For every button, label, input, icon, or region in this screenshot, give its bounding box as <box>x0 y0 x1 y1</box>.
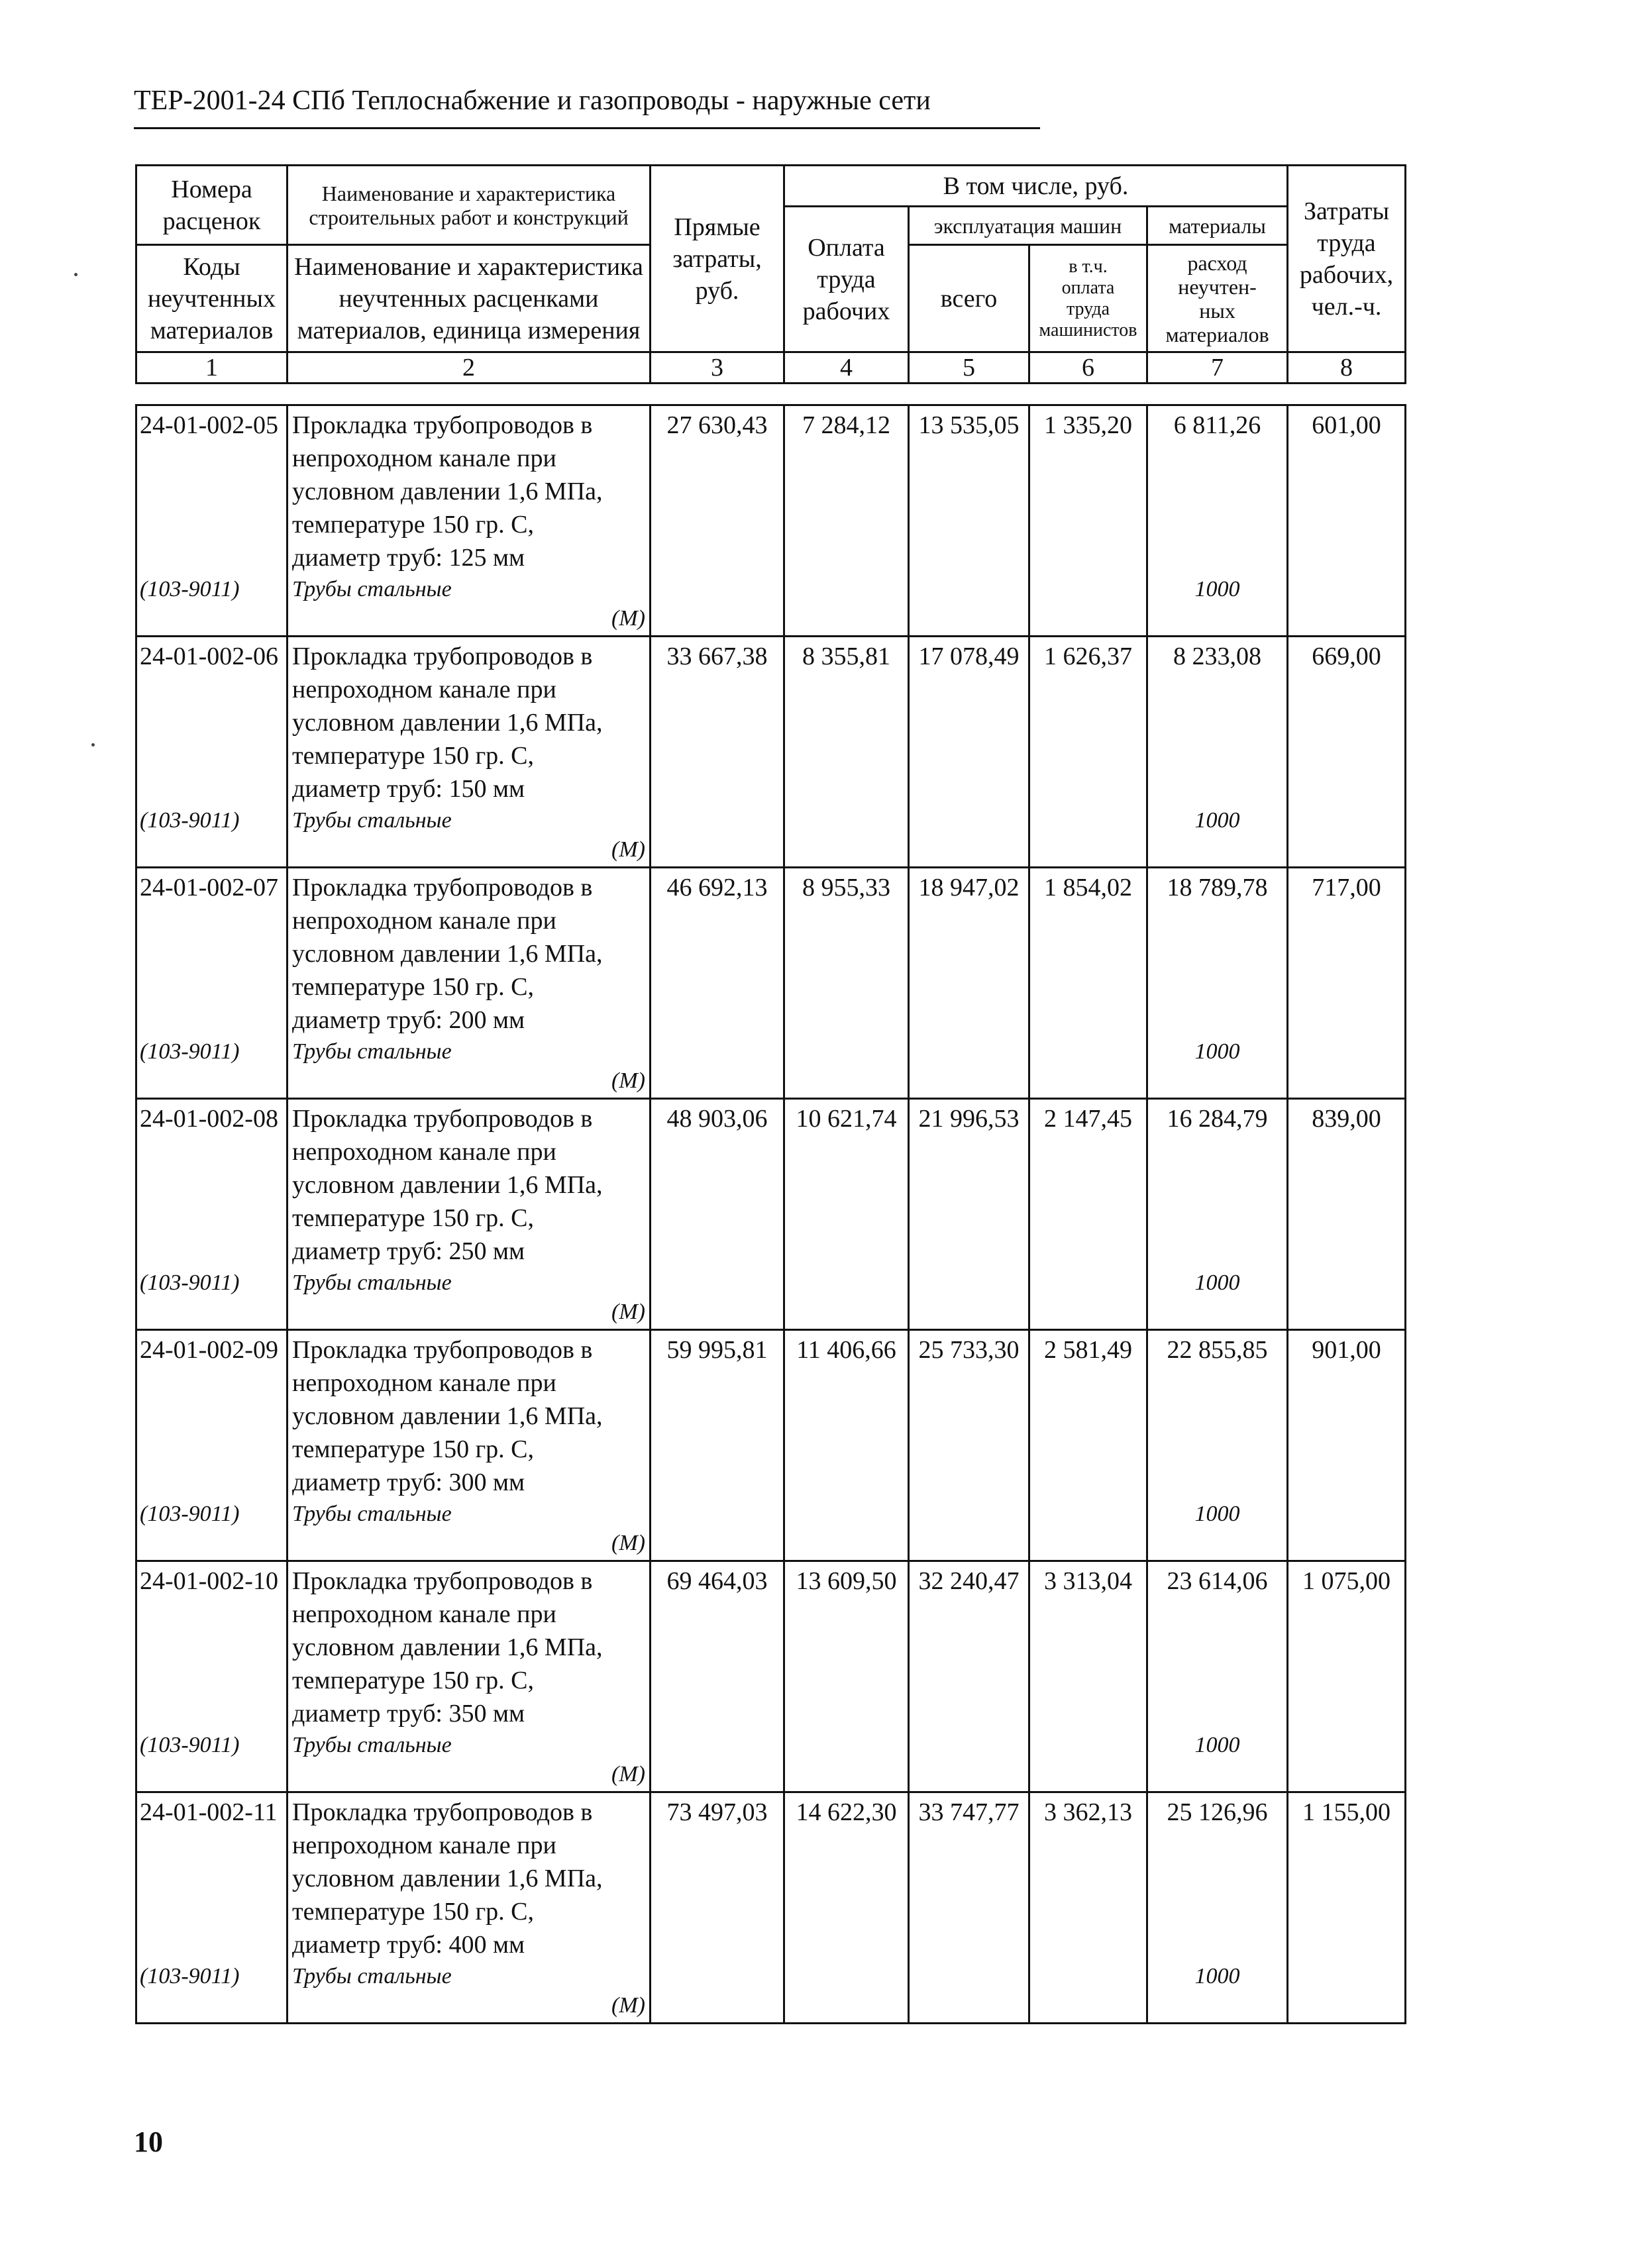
description-line: непроходном канале при <box>292 676 556 703</box>
header-col6-line: оплата <box>1061 277 1115 298</box>
description-cell <box>288 1792 651 2024</box>
description-line: Прокладка трубопроводов в <box>292 1105 593 1133</box>
labor-pay: 11 406,66 <box>796 1336 896 1364</box>
header-col2-bottom-line: неучтенных расценками <box>339 284 599 313</box>
description-line: условном давлении 1,6 МПа, <box>292 940 603 968</box>
header-col8-line: труда <box>1317 229 1376 257</box>
rate-code: 24-01-002-07 <box>140 874 278 902</box>
materials-cell <box>1147 405 1288 637</box>
header-col1-top <box>136 166 288 245</box>
material-consumption: 1000 <box>1194 1039 1240 1064</box>
description-line: температуре 150 гр. С, <box>292 1435 535 1463</box>
code-cell <box>136 637 288 868</box>
material-unit: (М) <box>611 1300 645 1324</box>
rate-code: 24-01-002-06 <box>140 643 278 670</box>
description-line: непроходном канале при <box>292 907 556 935</box>
material-code: (103-9011) <box>140 808 240 833</box>
header-col6 <box>1029 245 1147 352</box>
description-line: диаметр труб: 350 мм <box>292 1700 525 1727</box>
direct-costs: 33 667,38 <box>666 643 768 670</box>
header-col7-line: расход <box>1187 250 1247 275</box>
material-consumption: 1000 <box>1194 1964 1240 1988</box>
header-rule <box>134 127 1040 129</box>
description-line: условном давлении 1,6 МПа, <box>292 1865 603 1892</box>
code-cell <box>136 1792 288 2024</box>
material-unit: (М) <box>611 606 645 631</box>
header-col1-bottom-line: неучтенных <box>147 284 276 313</box>
column-number: 7 <box>1147 352 1288 384</box>
machines-total: 18 947,02 <box>918 874 1020 902</box>
machines-total: 17 078,49 <box>918 643 1020 670</box>
machinists-pay-cell <box>1029 868 1147 1099</box>
direct-costs-cell <box>651 868 784 1099</box>
page-number: 10 <box>134 2126 163 2158</box>
description-line: условном давлении 1,6 МПа, <box>292 1633 603 1661</box>
header-col8-line: чел.-ч. <box>1311 292 1382 321</box>
header-col2-bottom-line: материалов, единица измерения <box>297 316 641 344</box>
table-row <box>136 1099 1406 1330</box>
description-line: непроходном канале при <box>292 1369 556 1397</box>
material-name: Трубы стальные <box>292 1733 452 1757</box>
materials-cell <box>1147 1792 1288 2024</box>
code-cell <box>136 1561 288 1792</box>
description-line: Прокладка трубопроводов в <box>292 643 593 670</box>
description-line: непроходном канале при <box>292 1831 556 1859</box>
header-col3-line: затраты, <box>672 244 762 273</box>
description-line: условном давлении 1,6 МПа, <box>292 478 603 505</box>
machines-total-cell <box>909 1099 1029 1330</box>
code-cell <box>136 1099 288 1330</box>
machines-total-cell <box>909 868 1029 1099</box>
description-line: непроходном канале при <box>292 444 556 472</box>
machinists-pay: 1 854,02 <box>1044 874 1132 902</box>
labor-pay: 8 955,33 <box>802 874 890 902</box>
labor-hours: 717,00 <box>1312 874 1381 902</box>
machinists-pay-cell <box>1029 1792 1147 2024</box>
machinists-pay-cell <box>1029 1561 1147 1792</box>
header-col6-line: машинистов <box>1039 319 1137 340</box>
work-description <box>292 1102 647 1268</box>
column-number: 1 <box>136 352 288 384</box>
materials-cell <box>1147 637 1288 868</box>
material-unit: (М) <box>611 1762 645 1786</box>
labor-pay-cell <box>784 1099 909 1330</box>
header-col2-top <box>288 166 651 245</box>
header-col8-line: рабочих, <box>1299 260 1394 289</box>
materials-cost: 23 614,06 <box>1167 1567 1268 1595</box>
labor-pay: 7 284,12 <box>802 411 890 439</box>
header-col3 <box>651 166 784 352</box>
table-row <box>136 1792 1406 2024</box>
column-number: 6 <box>1029 352 1147 384</box>
machines-total: 32 240,47 <box>918 1567 1020 1595</box>
labor-pay-cell <box>784 1561 909 1792</box>
material-code: (103-9011) <box>140 577 240 601</box>
materials-cell <box>1147 1330 1288 1561</box>
direct-costs-cell <box>651 405 784 637</box>
work-description <box>292 871 647 1037</box>
material-name: Трубы стальные <box>292 577 452 601</box>
direct-costs: 27 630,43 <box>666 411 768 439</box>
direct-costs: 69 464,03 <box>666 1567 768 1595</box>
machinists-pay: 1 626,37 <box>1044 643 1132 670</box>
machines-total-cell <box>909 637 1029 868</box>
header-col4-line: труда <box>817 265 876 293</box>
description-cell <box>288 1099 651 1330</box>
machinists-pay-cell <box>1029 637 1147 868</box>
column-number: 4 <box>784 352 909 384</box>
machinists-pay: 3 313,04 <box>1044 1567 1132 1595</box>
description-line: температуре 150 гр. С, <box>292 1667 535 1694</box>
machines-total: 25 733,30 <box>918 1336 1020 1364</box>
work-description <box>292 1565 647 1730</box>
material-unit: (М) <box>611 1068 645 1093</box>
material-consumption: 1000 <box>1194 1502 1240 1526</box>
work-description <box>292 640 647 805</box>
header-col7-line: материалов <box>1165 322 1269 346</box>
column-number: 8 <box>1288 352 1406 384</box>
materials-cost: 6 811,26 <box>1173 411 1261 439</box>
labor-hours-cell <box>1288 1099 1406 1330</box>
header-col1-top-line: Номера <box>171 175 252 203</box>
materials-cost: 8 233,08 <box>1173 643 1261 670</box>
material-code: (103-9011) <box>140 1270 240 1295</box>
rate-code: 24-01-002-11 <box>140 1798 278 1826</box>
description-line: диаметр труб: 125 мм <box>292 544 525 572</box>
direct-costs-cell <box>651 637 784 868</box>
table-header <box>135 164 1406 384</box>
material-consumption: 1000 <box>1194 808 1240 833</box>
description-line: температуре 150 гр. С, <box>292 511 535 539</box>
header-col2-bottom <box>288 245 651 352</box>
materials-cost: 25 126,96 <box>1167 1798 1268 1826</box>
description-line: температуре 150 гр. С, <box>292 742 535 770</box>
direct-costs: 73 497,03 <box>666 1798 768 1826</box>
header-col4-line: Оплата <box>808 233 885 262</box>
labor-hours: 601,00 <box>1312 411 1381 439</box>
description-line: непроходном канале при <box>292 1138 556 1166</box>
machinists-pay: 3 362,13 <box>1044 1798 1132 1826</box>
description-line: диаметр труб: 250 мм <box>292 1237 525 1265</box>
labor-pay: 8 355,81 <box>802 643 890 670</box>
description-cell <box>288 405 651 637</box>
material-unit: (М) <box>611 837 645 862</box>
column-number: 5 <box>909 352 1029 384</box>
labor-pay: 14 622,30 <box>796 1798 897 1826</box>
header-col8-line: Затраты <box>1303 197 1389 225</box>
material-name: Трубы стальные <box>292 1039 452 1064</box>
material-name: Трубы стальные <box>292 808 452 833</box>
direct-costs: 59 995,81 <box>666 1336 768 1364</box>
work-description <box>292 409 647 574</box>
column-number: 3 <box>651 352 784 384</box>
description-line: условном давлении 1,6 МПа, <box>292 1402 603 1430</box>
description-line: непроходном канале при <box>292 1600 556 1628</box>
labor-hours-cell <box>1288 1561 1406 1792</box>
material-name: Трубы стальные <box>292 1502 452 1526</box>
header-col7-line: ных <box>1199 298 1235 323</box>
machines-total: 13 535,05 <box>918 411 1020 439</box>
materials-cell <box>1147 868 1288 1099</box>
labor-pay: 13 609,50 <box>796 1567 897 1595</box>
labor-pay-cell <box>784 405 909 637</box>
machinists-pay: 2 581,49 <box>1044 1336 1132 1364</box>
table-row <box>136 868 1406 1099</box>
header-col2-top-line: строительных работ и конструкций <box>309 205 629 229</box>
labor-pay: 10 621,74 <box>796 1105 897 1133</box>
materials-cost: 16 284,79 <box>1167 1105 1268 1133</box>
rate-code: 24-01-002-08 <box>140 1105 278 1133</box>
code-cell <box>136 1330 288 1561</box>
material-name: Трубы стальные <box>292 1964 452 1988</box>
description-line: диаметр труб: 150 мм <box>292 775 525 803</box>
description-cell <box>288 1330 651 1561</box>
labor-hours-cell <box>1288 637 1406 868</box>
machinists-pay-cell <box>1029 1099 1147 1330</box>
description-line: Прокладка трубопроводов в <box>292 1798 593 1826</box>
header-col3-line: Прямые <box>674 213 761 241</box>
material-code: (103-9011) <box>140 1964 240 1988</box>
header-col2-top-line: Наименование и характеристика <box>321 181 616 205</box>
header-col5: всего <box>909 245 1029 352</box>
material-code: (103-9011) <box>140 1502 240 1526</box>
direct-costs-cell <box>651 1561 784 1792</box>
scan-speck <box>91 743 95 747</box>
description-line: Прокладка трубопроводов в <box>292 1336 593 1364</box>
material-name: Трубы стальные <box>292 1270 452 1295</box>
machinists-pay-cell <box>1029 405 1147 637</box>
description-line: Прокладка трубопроводов в <box>292 411 593 439</box>
direct-costs: 46 692,13 <box>666 874 768 902</box>
header-col8 <box>1288 166 1406 352</box>
labor-pay-cell <box>784 1330 909 1561</box>
machines-total-cell <box>909 405 1029 637</box>
machines-total-cell <box>909 1792 1029 2024</box>
machines-total-cell <box>909 1561 1029 1792</box>
header-col2-bottom-line: Наименование и характеристика <box>294 252 643 281</box>
header-machines-group: эксплуатация машин <box>909 207 1147 245</box>
description-cell <box>288 868 651 1099</box>
material-code: (103-9011) <box>140 1039 240 1064</box>
header-col3-line: руб. <box>695 276 739 305</box>
description-line: температуре 150 гр. С, <box>292 1204 535 1232</box>
header-group-label: В том числе, руб. <box>784 166 1288 207</box>
material-consumption: 1000 <box>1194 1270 1240 1295</box>
labor-hours: 839,00 <box>1312 1105 1381 1133</box>
direct-costs-cell <box>651 1099 784 1330</box>
table-row <box>136 1330 1406 1561</box>
description-line: температуре 150 гр. С, <box>292 1898 535 1926</box>
machinists-pay: 2 147,45 <box>1044 1105 1132 1133</box>
column-number: 2 <box>288 352 651 384</box>
description-line: Прокладка трубопроводов в <box>292 1567 593 1595</box>
machinists-pay: 1 335,20 <box>1044 411 1132 439</box>
header-col6-line: труда <box>1066 298 1110 319</box>
rate-code: 24-01-002-05 <box>140 411 278 439</box>
header-col1-bottom <box>136 245 288 352</box>
material-consumption: 1000 <box>1194 1733 1240 1757</box>
description-line: условном давлении 1,6 МПа, <box>292 709 603 737</box>
labor-pay-cell <box>784 637 909 868</box>
machines-total: 21 996,53 <box>918 1105 1020 1133</box>
materials-cell <box>1147 1099 1288 1330</box>
work-description <box>292 1333 647 1499</box>
material-code: (103-9011) <box>140 1733 240 1757</box>
description-line: условном давлении 1,6 МПа, <box>292 1171 603 1199</box>
table-row <box>136 405 1406 637</box>
materials-cost: 22 855,85 <box>1167 1336 1268 1364</box>
description-line: диаметр труб: 300 мм <box>292 1469 525 1496</box>
labor-hours-cell <box>1288 1330 1406 1561</box>
labor-pay-cell <box>784 1792 909 2024</box>
header-col4 <box>784 207 909 352</box>
machines-total-cell <box>909 1330 1029 1561</box>
labor-hours: 669,00 <box>1312 643 1381 670</box>
machinists-pay-cell <box>1029 1330 1147 1561</box>
description-line: Прокладка трубопроводов в <box>292 874 593 902</box>
table-row <box>136 637 1406 868</box>
code-cell <box>136 405 288 637</box>
rate-code: 24-01-002-10 <box>140 1567 278 1595</box>
materials-cost: 18 789,78 <box>1167 874 1268 902</box>
labor-hours: 901,00 <box>1312 1336 1381 1364</box>
rate-code: 24-01-002-09 <box>140 1336 278 1364</box>
direct-costs: 48 903,06 <box>666 1105 768 1133</box>
header-col4-line: рабочих <box>802 297 890 325</box>
rates-table <box>135 404 1406 2024</box>
direct-costs-cell <box>651 1792 784 2024</box>
labor-hours-cell <box>1288 868 1406 1099</box>
labor-hours-cell <box>1288 1792 1406 2024</box>
description-cell <box>288 1561 651 1792</box>
labor-pay-cell <box>784 868 909 1099</box>
header-col1-bottom-line: материалов <box>150 316 274 344</box>
labor-hours: 1 075,00 <box>1302 1567 1391 1595</box>
code-cell <box>136 868 288 1099</box>
header-col7 <box>1147 245 1288 352</box>
description-line: диаметр труб: 400 мм <box>292 1931 525 1959</box>
labor-hours-cell <box>1288 405 1406 637</box>
table-row <box>136 1561 1406 1792</box>
machines-total: 33 747,77 <box>918 1798 1020 1826</box>
material-unit: (М) <box>611 1531 645 1555</box>
material-consumption: 1000 <box>1194 577 1240 601</box>
scan-speck <box>74 273 78 276</box>
header-col1-top-line: расценок <box>162 207 261 235</box>
direct-costs-cell <box>651 1330 784 1561</box>
header-col6-line: в т.ч. <box>1069 256 1108 277</box>
description-line: диаметр труб: 200 мм <box>292 1006 525 1034</box>
labor-hours: 1 155,00 <box>1302 1798 1391 1826</box>
header-col1-bottom-line: Коды <box>183 252 240 281</box>
header-materials-group: материалы <box>1147 207 1288 245</box>
header-col7-line: неучтен- <box>1178 274 1257 299</box>
materials-cell <box>1147 1561 1288 1792</box>
description-cell <box>288 637 651 868</box>
material-unit: (М) <box>611 1993 645 2018</box>
description-line: температуре 150 гр. С, <box>292 973 535 1001</box>
page-header: ТЕР-2001-24 СПб Теплоснабжение и газопроводы - наружные сети <box>134 85 931 116</box>
work-description <box>292 1796 647 1961</box>
